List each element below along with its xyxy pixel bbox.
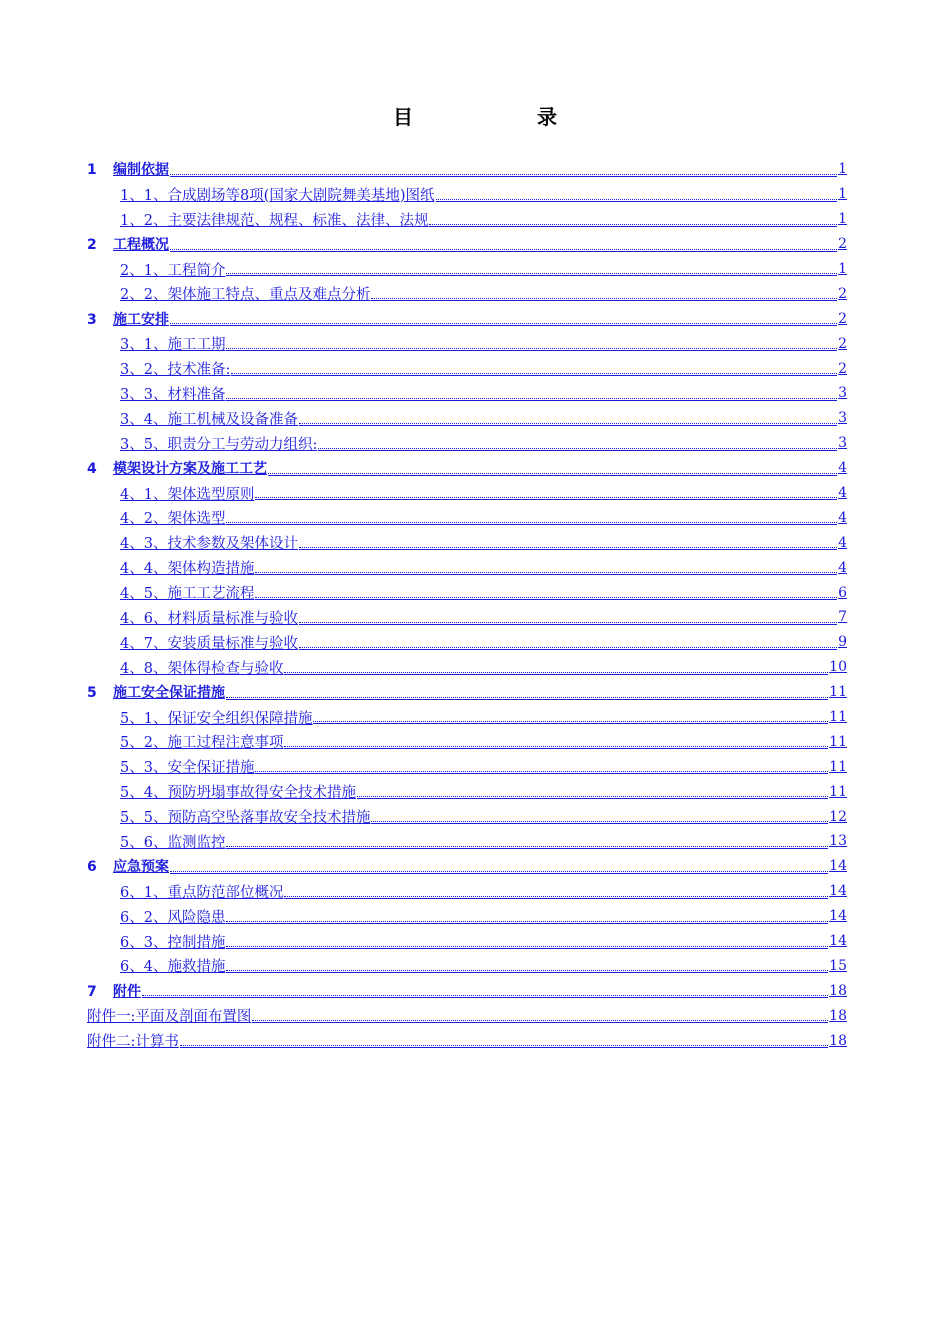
toc-entry-number: 4: [87, 461, 97, 478]
toc-page-number[interactable]: 2: [838, 335, 847, 352]
toc-page-number[interactable]: 11: [829, 709, 847, 726]
toc-entry-text[interactable]: [120, 408, 298, 429]
toc-entry[interactable]: [87, 655, 847, 680]
toc-page-number[interactable]: 10: [829, 659, 847, 676]
toc-entry-number: 7: [87, 983, 97, 1000]
toc-entry[interactable]: [87, 705, 847, 730]
toc-entry[interactable]: [87, 381, 847, 406]
toc-page-number[interactable]: 12: [829, 808, 847, 825]
toc-entry-number: 5: [87, 685, 97, 702]
toc-page-number[interactable]: 3: [838, 435, 847, 452]
toc-entry-label: 1、2、主要法律规范、规程、标准、法律、法规: [120, 212, 429, 229]
toc-entry-label: 1、1、合成剧场等8项(国家大剧院舞美基地)图纸: [120, 187, 435, 204]
toc-page-number[interactable]: 11: [829, 733, 847, 750]
toc-entry-number: 2: [87, 237, 97, 254]
toc-page-number[interactable]: 6: [838, 584, 847, 601]
toc-dot-leader: [252, 1020, 828, 1021]
toc-entry-text[interactable]: [120, 931, 225, 952]
toc-entry-text[interactable]: [120, 955, 225, 976]
toc-dot-leader: [284, 672, 828, 673]
toc-entry[interactable]: [87, 331, 847, 356]
toc-entry[interactable]: [87, 1003, 847, 1028]
toc-entry[interactable]: [87, 680, 847, 705]
toc-entry[interactable]: [87, 978, 847, 1003]
toc-entry-label: 4、5、施工工艺流程: [120, 586, 255, 603]
toc-dot-leader: [226, 970, 828, 971]
toc-entry[interactable]: [87, 555, 847, 580]
toc-page-number[interactable]: 13: [829, 833, 847, 850]
toc-entry-text[interactable]: [120, 433, 317, 454]
toc-entry-label: 5、1、保证安全组织保障措施: [120, 710, 313, 727]
toc-dot-leader: [268, 473, 837, 474]
toc-entry[interactable]: [87, 232, 847, 257]
toc-dot-leader: [170, 174, 837, 175]
toc-page-number[interactable]: 4: [838, 534, 847, 551]
toc-page-number[interactable]: 11: [829, 783, 847, 800]
toc-dot-leader: [180, 1045, 828, 1046]
toc-dot-leader: [226, 273, 837, 274]
toc-page-number[interactable]: 14: [829, 908, 847, 925]
toc-dot-leader: [142, 995, 828, 996]
toc-entry-label: 附件: [113, 983, 141, 1000]
toc-entry-label: 6、3、控制措施: [120, 934, 226, 951]
toc-entry-text[interactable]: [120, 283, 370, 304]
toc-entry[interactable]: [87, 879, 847, 904]
toc-entry-text[interactable]: [87, 981, 141, 1001]
toc-entry-label: 5、4、预防坍塌事故得安全技术措施: [120, 785, 356, 802]
toc-entry-text[interactable]: [87, 682, 225, 702]
toc-entry-label: 4、7、安装质量标准与验收: [120, 635, 298, 652]
toc-entry[interactable]: [87, 257, 847, 282]
toc-entry-label: 6、1、重点防范部位概况: [120, 884, 284, 901]
toc-entry-label: 6、2、风险隐患: [120, 909, 226, 926]
table-of-contents: [87, 157, 847, 1053]
toc-entry-label: 5、3、安全保证措施: [120, 760, 255, 777]
toc-entry-label: 5、5、预防高空坠落事故安全技术措施: [120, 810, 371, 827]
toc-entry-label: 4、6、材料质量标准与验收: [120, 610, 298, 627]
toc-entry-text[interactable]: [87, 234, 169, 254]
toc-page-number[interactable]: 2: [838, 360, 847, 377]
toc-page-number[interactable]: 15: [829, 957, 847, 974]
toc-entry-label: 3、3、材料准备: [120, 386, 226, 403]
toc-entry[interactable]: [87, 481, 847, 506]
toc-page-number[interactable]: 18: [829, 1007, 847, 1024]
toc-entry-text[interactable]: [120, 831, 225, 852]
toc-entry-text[interactable]: [120, 906, 225, 927]
toc-page-number[interactable]: 1: [838, 261, 847, 277]
toc-dot-leader: [318, 448, 837, 449]
toc-entry[interactable]: [87, 605, 847, 630]
toc-entry[interactable]: [87, 804, 847, 829]
toc-entry-text[interactable]: [120, 756, 254, 777]
toc-entry-number: 1: [87, 162, 97, 179]
toc-entry-text[interactable]: [87, 458, 267, 478]
toc-entry-label: 3、5、职责分工与劳动力组织:: [120, 436, 318, 453]
toc-dot-leader: [371, 821, 828, 822]
toc-page-number[interactable]: 4: [838, 485, 847, 502]
toc-entry-label: 2、1、工程简介: [120, 262, 226, 279]
toc-entry[interactable]: [87, 456, 847, 481]
toc-entry-label: 附件一:平面及剖面布置图: [87, 1009, 252, 1026]
toc-entry-label: 4、3、技术参数及架体设计: [120, 536, 298, 553]
toc-entry[interactable]: [87, 729, 847, 754]
toc-page-number[interactable]: 4: [838, 559, 847, 576]
toc-entry-text[interactable]: [120, 383, 225, 404]
toc-dot-leader: [170, 871, 828, 872]
toc-page-number[interactable]: 14: [829, 883, 847, 900]
toc-entry[interactable]: [87, 1028, 847, 1053]
toc-dot-leader: [299, 647, 837, 648]
toc-entry-text[interactable]: [87, 159, 169, 179]
toc-dot-leader: [255, 572, 837, 573]
toc-entry-text[interactable]: [120, 333, 225, 354]
toc-entry-number: 3: [87, 311, 97, 328]
toc-dot-leader: [299, 423, 837, 424]
toc-entry-label: 4、4、架体构造措施: [120, 561, 255, 578]
toc-entry-label: 5、2、施工过程注意事项: [120, 735, 284, 752]
toc-page-number[interactable]: 1: [838, 161, 847, 178]
toc-page-number[interactable]: 1: [838, 186, 847, 203]
toc-entry[interactable]: [87, 281, 847, 306]
toc-entry[interactable]: [87, 929, 847, 954]
toc-page-number[interactable]: 14: [829, 858, 847, 875]
toc-entry-text[interactable]: [120, 806, 370, 827]
toc-entry[interactable]: [87, 530, 847, 555]
toc-entry-label: 工程概况: [113, 237, 169, 254]
toc-entry[interactable]: [87, 157, 847, 182]
toc-page-number[interactable]: 4: [838, 509, 847, 526]
toc-entry[interactable]: [87, 754, 847, 779]
toc-entry-label: 2、2、架体施工特点、重点及难点分析: [120, 287, 371, 304]
toc-dot-leader: [170, 249, 837, 250]
toc-entry[interactable]: [87, 954, 847, 979]
toc-dot-leader: [226, 846, 828, 847]
toc-dot-leader: [226, 348, 837, 349]
toc-entry[interactable]: [87, 580, 847, 605]
toc-page-number[interactable]: 11: [829, 684, 847, 701]
toc-page-number[interactable]: 3: [838, 385, 847, 402]
toc-entry-label: 附件二:计算书: [87, 1034, 179, 1051]
toc-entry-text[interactable]: [87, 309, 169, 329]
toc-entry-text[interactable]: [120, 209, 428, 230]
toc-entry[interactable]: [87, 904, 847, 929]
toc-dot-leader: [226, 398, 837, 399]
toc-entry-text[interactable]: [120, 532, 298, 553]
toc-entry[interactable]: [87, 854, 847, 879]
toc-entry[interactable]: [87, 406, 847, 431]
toc-dot-leader: [226, 946, 828, 947]
toc-title: 目 录: [393, 105, 609, 129]
toc-page-number[interactable]: 18: [829, 982, 847, 999]
toc-dot-leader: [313, 721, 828, 722]
toc-entry[interactable]: [87, 431, 847, 456]
toc-entry-text[interactable]: [120, 184, 435, 205]
toc-entry-text[interactable]: [120, 582, 254, 603]
toc-dot-leader: [170, 323, 837, 324]
toc-page-number[interactable]: 2: [838, 310, 847, 327]
toc-dot-leader: [255, 497, 837, 498]
toc-dot-leader: [299, 622, 837, 623]
toc-dot-leader: [284, 896, 828, 897]
toc-entry[interactable]: [87, 779, 847, 804]
toc-dot-leader: [429, 224, 837, 225]
toc-entry-label: 4、8、架体得检查与验收: [120, 660, 284, 677]
toc-entry-label: 应急预案: [113, 859, 169, 876]
toc-entry-text[interactable]: [120, 781, 356, 802]
toc-entry-text[interactable]: [87, 1005, 251, 1026]
toc-dot-leader: [231, 373, 837, 374]
toc-dot-leader: [371, 298, 837, 299]
toc-entry-label: 模架设计方案及施工工艺: [113, 461, 267, 478]
toc-dot-leader: [226, 697, 828, 698]
toc-entry-label: 4、2、架体选型: [120, 511, 226, 528]
toc-page-number[interactable]: 14: [829, 933, 847, 950]
toc-entry-label: 5、6、监测监控: [120, 834, 226, 851]
toc-entry-label: 4、1、架体选型原则: [120, 486, 255, 503]
toc-page-number[interactable]: 9: [838, 634, 847, 651]
toc-entry-label: 3、4、施工机械及设备准备: [120, 411, 298, 428]
toc-dot-leader: [226, 522, 837, 523]
toc-entry-label: 6、4、施救措施: [120, 959, 226, 976]
toc-page-number[interactable]: 11: [829, 758, 847, 775]
toc-entry-text[interactable]: [120, 483, 254, 504]
toc-entry-number: 6: [87, 859, 97, 876]
toc-page-number[interactable]: 3: [838, 410, 847, 427]
toc-dot-leader: [255, 597, 837, 598]
toc-dot-leader: [284, 746, 828, 747]
toc-entry-text[interactable]: [120, 507, 225, 528]
toc-entry[interactable]: [87, 306, 847, 331]
toc-page-number[interactable]: 4: [838, 460, 847, 477]
toc-entry-text[interactable]: [120, 707, 312, 728]
toc-entry[interactable]: [87, 829, 847, 854]
toc-dot-leader: [226, 921, 828, 922]
toc-entry-label: 编制依据: [113, 162, 169, 179]
toc-dot-leader: [299, 547, 837, 548]
toc-entry-text[interactable]: [120, 731, 283, 752]
toc-entry-text[interactable]: [120, 557, 254, 578]
toc-entry[interactable]: [87, 182, 847, 207]
toc-entry[interactable]: [87, 207, 847, 232]
toc-page-number[interactable]: 18: [829, 1032, 847, 1049]
toc-page-number[interactable]: 1: [838, 211, 847, 228]
toc-entry-text[interactable]: [120, 358, 230, 379]
toc-page-number[interactable]: 7: [838, 609, 847, 626]
toc-dot-leader: [357, 796, 828, 797]
toc-dot-leader: [436, 199, 838, 200]
toc-entry-text[interactable]: [120, 881, 283, 902]
toc-entry-label: 施工安排: [113, 311, 169, 328]
toc-entry-text[interactable]: [120, 657, 283, 678]
toc-entry[interactable]: [87, 356, 847, 381]
toc-page-number[interactable]: 2: [838, 236, 847, 253]
toc-entry-label: 施工安全保证措施: [113, 685, 225, 702]
toc-entry-text[interactable]: [120, 259, 225, 280]
toc-entry-text[interactable]: [87, 856, 169, 876]
toc-entry[interactable]: [87, 505, 847, 530]
toc-dot-leader: [255, 771, 828, 772]
toc-entry[interactable]: [87, 630, 847, 655]
toc-entry-text[interactable]: [87, 1030, 179, 1051]
toc-entry-text[interactable]: [120, 632, 298, 653]
toc-entry-label: 3、2、技术准备:: [120, 362, 231, 379]
toc-entry-label: 3、1、施工工期: [120, 337, 226, 354]
toc-entry-text[interactable]: [120, 607, 298, 628]
toc-page-number[interactable]: 2: [838, 285, 847, 302]
